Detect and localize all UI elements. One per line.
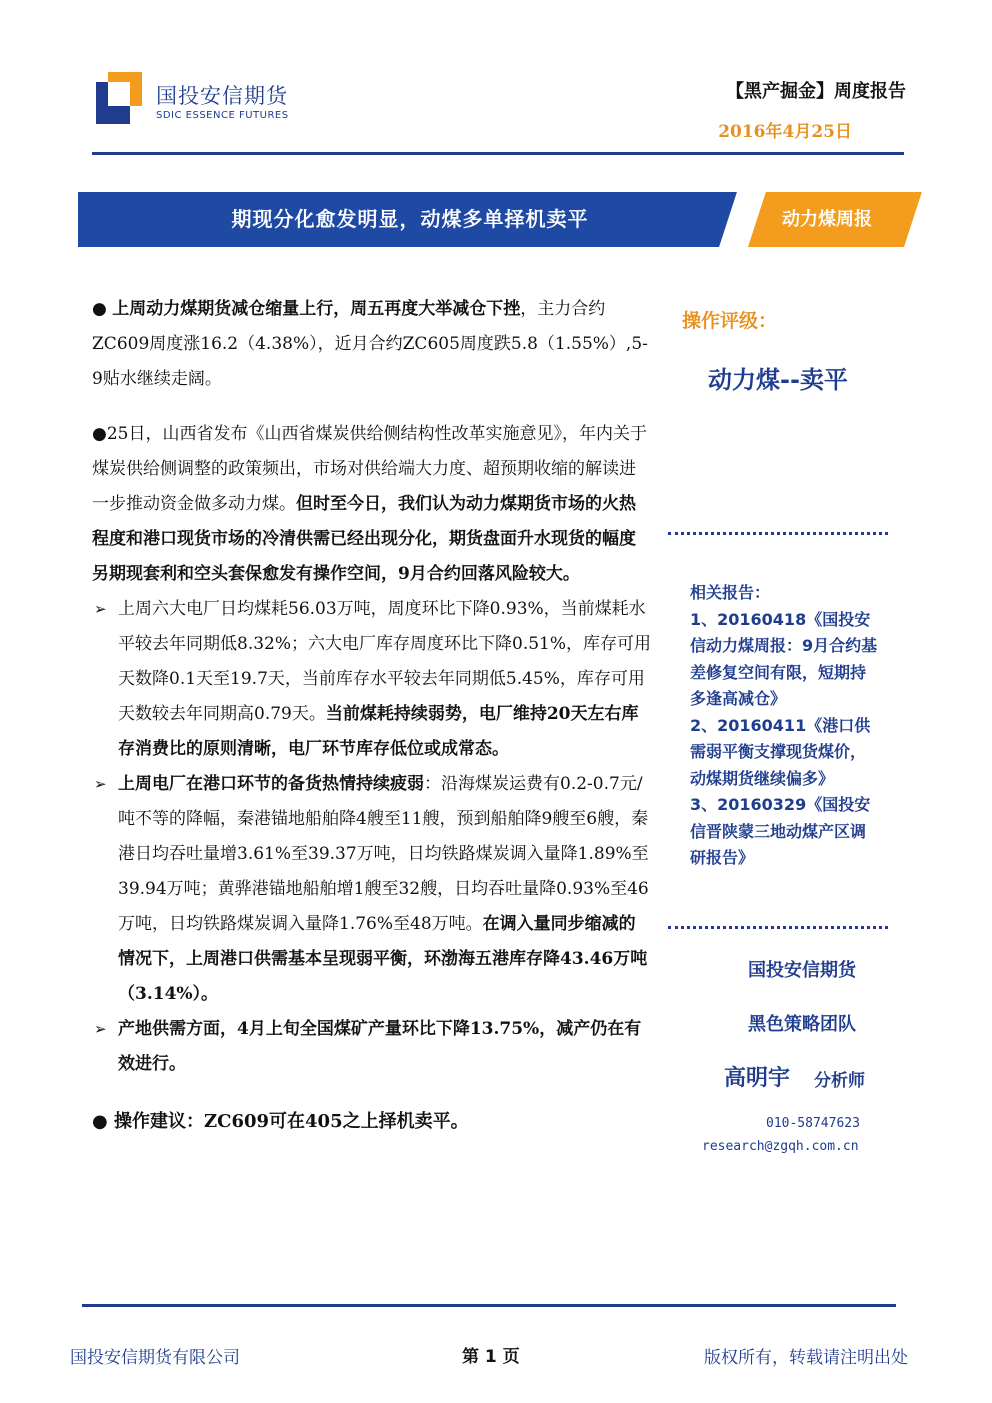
report-date: 2016年4月25日: [718, 122, 852, 142]
report-title: 期现分化愈发明显，动煤多单择机卖平: [231, 207, 589, 231]
title-banner: [78, 192, 904, 247]
footer-rule: [82, 1304, 896, 1307]
rating-label: 操作评级：: [682, 310, 778, 332]
analyst-title: 分析师: [814, 1071, 865, 1091]
arrow-bullet-icon: ➢: [94, 775, 107, 793]
header-rule: [92, 152, 904, 155]
bullet-ports: [92, 767, 652, 1012]
policy-bold: 但时至今日，我们认为动力煤期货市场的火热程度和港口现货市场的冷清供需已经出现分化，期货盘面升水现货的幅度另期现套利和空头套保愈发有操作空间，9月合约回落风险较大。: [92, 494, 636, 584]
arrow-bullet-icon: ➢: [94, 600, 107, 618]
power-plants-text: 上周六大电厂日均煤耗56.03万吨，周度环比下降0.93%，当前煤耗水平较去年同期低8.32%；六大电厂库存周度环比下降0.51%，库存可用天数降0.1天至19.7天，当前库存水平较去年同期低5.45%，库存可用天数较去年同期高0.79天。: [118, 599, 652, 724]
related-reports-title: 相关报告：: [690, 583, 771, 602]
bullet-dot-icon: ●: [92, 299, 113, 319]
related-report-item[interactable]: 2、20160411《港口供需弱平衡支撑现货煤价，动煤期货继续偏多》: [690, 715, 871, 788]
report-category-tag: 动力煤周报: [782, 209, 872, 230]
bullet-power-plants: [92, 592, 652, 767]
production-bold: 产地供需方面，4月上旬全国煤矿产量环比下降13.75%，减产仍在有效进行。: [118, 1019, 642, 1074]
page-number: 第 1 页: [462, 1347, 520, 1367]
report-type: 【黑产掘金】周度报告: [726, 81, 906, 102]
related-report-item[interactable]: 1、20160418《国投安信动力煤周报：9月合约基差修复空间有限，短期持多逢高减仓》: [690, 609, 878, 708]
related-report-item[interactable]: 3、20160329《国投安信晋陕蒙三地动煤产区调研报告》: [690, 795, 871, 867]
contact-email[interactable]: research@zgqh.com.cn: [702, 1139, 859, 1154]
logo-text-en: SDIC ESSENCE FUTURES: [156, 110, 289, 121]
ports-lead-bold: 上周电厂在港口环节的备货热情持续疲弱: [118, 774, 424, 794]
company-logo: [96, 72, 308, 132]
paragraph-policy: [92, 417, 652, 592]
bullet-dot-icon: ●: [92, 1111, 114, 1132]
footer-company: 国投安信期货有限公司: [70, 1348, 240, 1368]
logo-text-cn: 国投安信期货: [156, 84, 288, 108]
suggestion-text: 操作建议：ZC609可在405之上择机卖平。: [113, 1111, 469, 1132]
analyst-name: 高明宇: [724, 1066, 791, 1091]
main-content: [92, 292, 652, 1139]
contact-company: 国投安信期货: [748, 960, 856, 981]
market-summary-bold: 上周动力煤期货减仓缩量上行，周五再度大举减仓下挫: [112, 299, 521, 319]
related-reports: [690, 580, 880, 872]
logo-mark-icon: [96, 72, 142, 124]
bullet-production: [92, 1012, 652, 1082]
arrow-bullet-icon: ➢: [94, 1020, 107, 1038]
power-plants-bold: 当前煤耗持续弱势，电厂维持20天左右库存消费比的原则清晰，电厂环节库存低位或成常态。: [118, 704, 639, 759]
paragraph-market-summary: [92, 292, 652, 397]
footer-copyright: 版权所有，转载请注明出处: [704, 1348, 908, 1368]
ports-text: ：沿海煤炭运费有0.2-0.7元/吨不等的降幅，秦港锚地船舶降4艘至11艘，预到船舶降9艘至6艘，秦港日均吞吐量增3.61%至39.37万吨，日均铁路煤炭调入量降1.89%至39.94万吨；黄骅港锚地船舶增1艘至32艘，日均吞吐量降0.93%至46万吨，日均铁路煤炭调入量降1.76%至48万吨。: [118, 774, 649, 934]
market-summary-text: ，主力合约ZC609周度涨16.2（4.38%），近月合约ZC605周度跌5.8（1.55%）,5-9贴水继续走阔。: [92, 299, 648, 389]
contact-phone: 010-58747623: [766, 1116, 860, 1131]
sidebar-divider: [668, 926, 888, 929]
ports-bold: 在调入量同步缩减的情况下，上周港口供需基本呈现弱平衡，环渤海五港库存降43.46万吨（3.14%）。: [118, 914, 648, 1004]
rating-value: 动力煤--卖平: [708, 366, 848, 394]
contact-team: 黑色策略团队: [748, 1014, 856, 1035]
policy-text: 25日，山西省发布《山西省煤炭供给侧结构性改革实施意见》，年内关于煤炭供给侧调整的政策频出，市场对供给端大力度、超预期收缩的解读进一步推动资金做多动力煤。: [92, 424, 647, 514]
sidebar-divider: [668, 532, 888, 535]
operation-suggestion: [92, 1104, 652, 1139]
bullet-dot-icon: ●: [92, 424, 107, 444]
